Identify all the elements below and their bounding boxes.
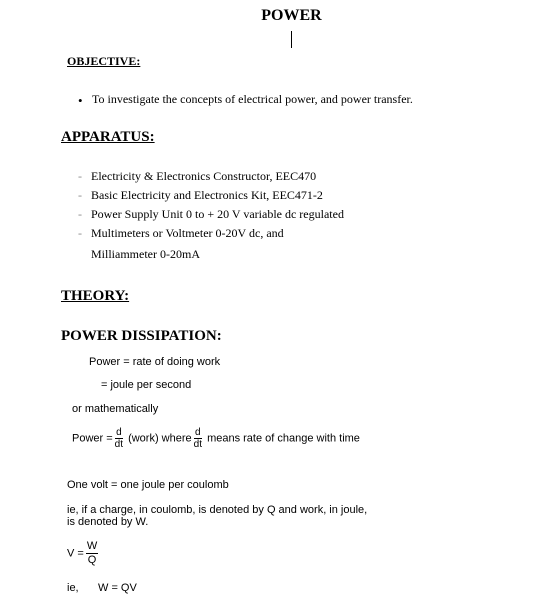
objective-item: To investigate the concepts of electrical power, and power transfer. (92, 92, 413, 106)
volt-definition: One volt = one joule per coulomb (67, 479, 229, 491)
apparatus-heading: APPARATUS: (61, 129, 155, 145)
apparatus-item: - Electricity & Electronics Constructor, EEC470 (78, 169, 317, 183)
dash-icon: - (78, 226, 82, 240)
objective-heading: OBJECTIVE: (67, 54, 141, 68)
charge-work-text: ie, if a charge, in coulomb, is denoted by Q and work, in joule, (67, 504, 368, 516)
apparatus-item: - Multimeters or Voltmeter 0-20V dc, and (78, 226, 284, 240)
apparatus-item-continued: Milliammeter 0-20mA (91, 247, 200, 261)
power-definition-units: = joule per second (101, 379, 192, 391)
apparatus-item: - Power Supply Unit 0 to + 20 V variable dc regulated (78, 207, 344, 221)
apparatus-item: - Basic Electricity and Electronics Kit, EEC471-2 (78, 188, 323, 202)
dash-icon: - (78, 188, 82, 202)
dash-icon: - (78, 169, 82, 183)
bullet-icon: • (78, 93, 83, 108)
voltage-equation: V = $\frac{W}{Q}$ (67, 540, 98, 566)
d-dt-fraction: $\frac{d}{dt}$ (193, 427, 202, 450)
power-derivative-equation: Power = $\frac{d}{dt}$ (work) where $\frac{d}{dt}$ means rate of change with time (72, 427, 360, 450)
mathematically-label: or mathematically (72, 403, 159, 415)
page-title: POWER (261, 7, 322, 24)
work-equation: W = QV (98, 582, 137, 594)
w-over-q-fraction: $\frac{W}{Q}$ (86, 540, 98, 566)
power-definition: Power = rate of doing work (89, 356, 221, 368)
ie-label: ie, (67, 582, 79, 594)
charge-work-text-continued: is denoted by W. (67, 516, 149, 528)
power-dissipation-heading: POWER DISSIPATION: (61, 328, 222, 344)
d-dt-fraction: $\frac{d}{dt}$ (114, 427, 124, 450)
theory-heading: THEORY: (61, 288, 130, 304)
text-cursor (291, 31, 292, 48)
dash-icon: - (78, 207, 82, 221)
